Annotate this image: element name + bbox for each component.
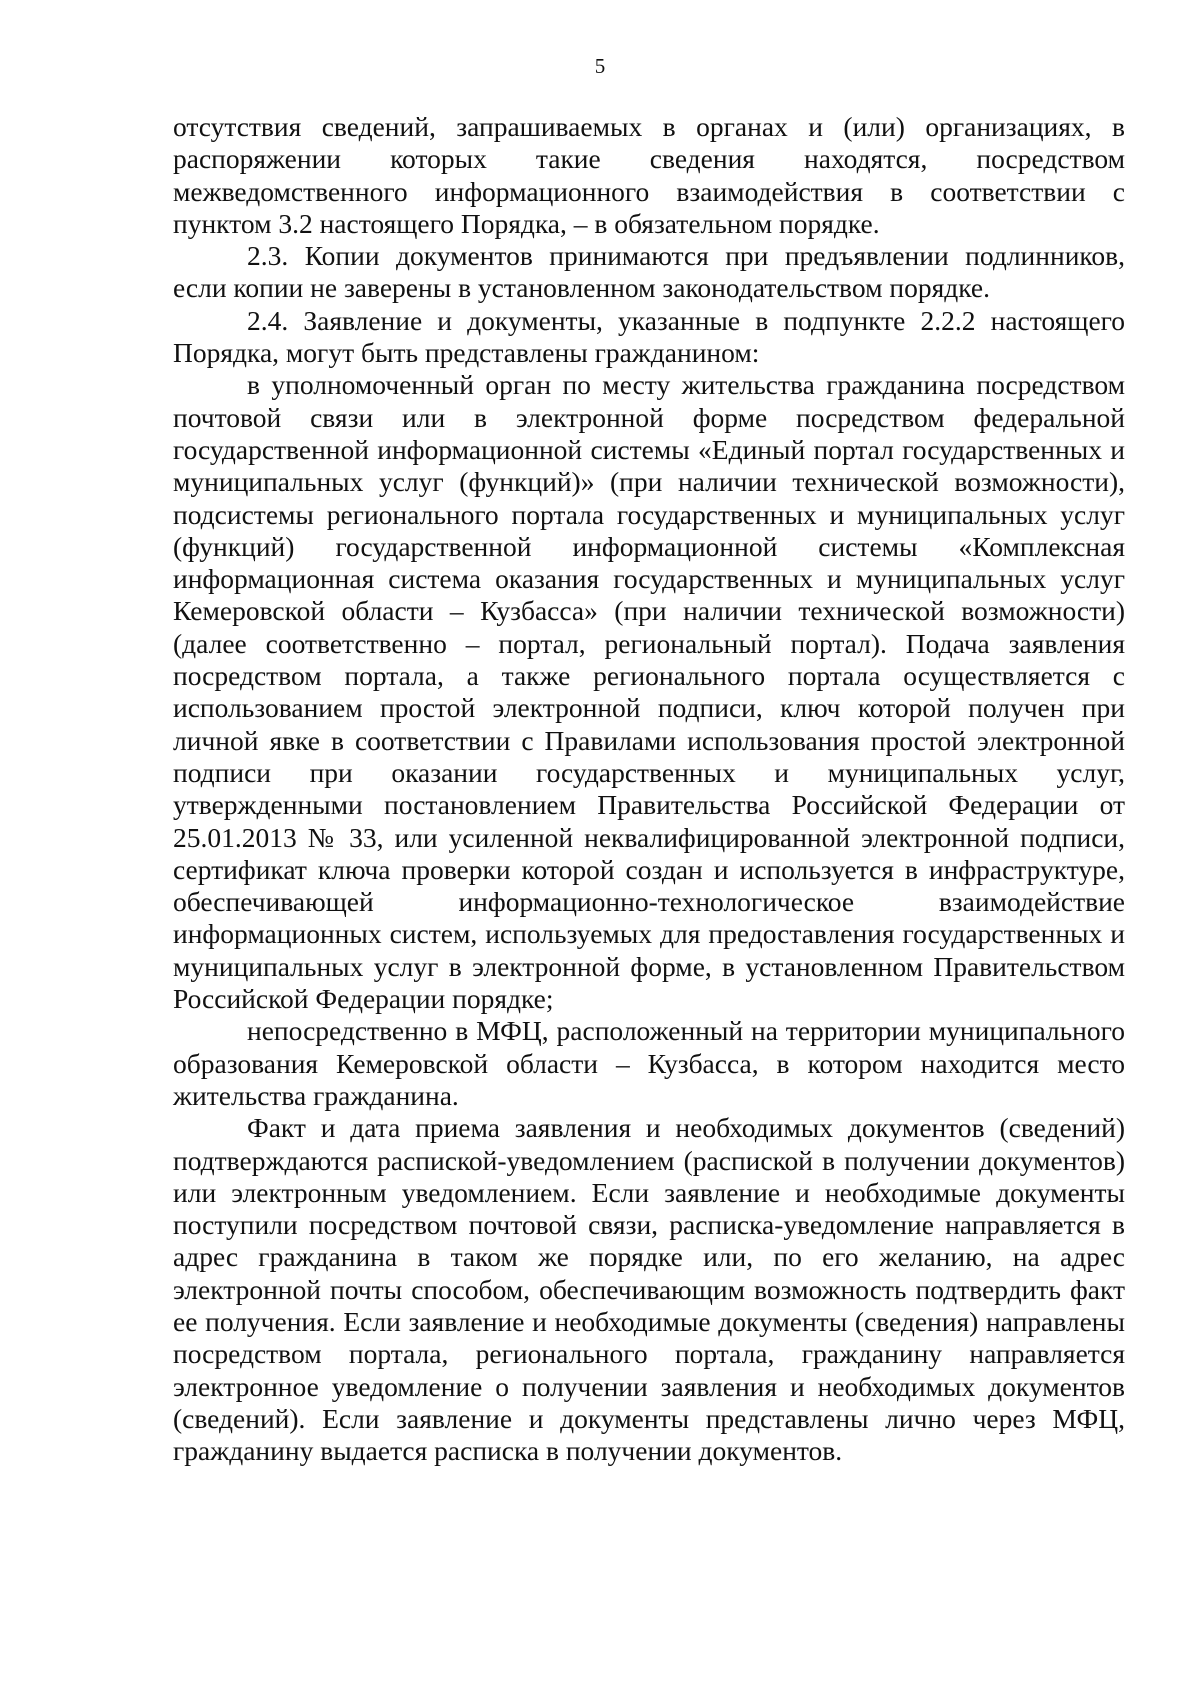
paragraph-continuation: отсутствия сведений, запрашиваемых в органах и (или) организациях, в распоряжении которых такие сведения находятся, посредством межведомственного информационного взаимодействия в соответствии с пунктом 3.2 настоящего Порядка, – в обязательном порядке. <box>173 111 1125 239</box>
paragraph-authorized-body: в уполномоченный орган по месту жительства гражданина посредством почтовой связи или в электронной форме посредством федеральной государственной информационной системы «Единый портал государственных и муниципальных услуг (функций)» (при наличии технической возможности), подсистемы регионального портала государственных и муниципальных услуг (функций) государственной информационной системы «Комплексная информационная система оказания государственных и муниципальных услуг Кемеровской области – Кузбасса» (при наличии технической возможности) (далее соответственно – портал, региональный портал). Подача заявления посредством портала, а также регионального портала осуществляется с использованием простой электронной подписи, ключ которой получен при личной явке в соответствии с Правилами использования простой электронной подписи при оказании государственных и муниципальных услуг, утвержденными постановлением Правительства Российской Федерации от 25.01.2013 № 33, или усиленной неквалифицированной электронной подписи, сертификат ключа проверки которой создан и используется в инфраструктуре, обеспечивающей информационно-технологическое взаимодействие информационных систем, используемых для предоставления государственных и муниципальных услуг в электронной форме, в установленном Правительством Российской Федерации порядке; <box>173 369 1125 1015</box>
document-body <box>173 111 1125 1467</box>
paragraph-mfc: непосредственно в МФЦ, расположенный на территории муниципального образования Кемеровской области – Кузбасса, в котором находится место жительства гражданина. <box>173 1015 1125 1111</box>
paragraph-receipt: Факт и дата приема заявления и необходимых документов (сведений) подтверждаются распиской-уведомлением (распиской в получении документов) или электронным уведомлением. Если заявление и необходимые документы поступили посредством почтовой связи, расписка-уведомление направляется в адрес гражданина в таком же порядке или, по его желанию, на адрес электронной почты способом, обеспечивающим возможность подтвердить факт ее получения. Если заявление и необходимые документы (сведения) направлены посредством портала, регионального портала, гражданину направляется электронное уведомление о получении заявления и необходимых документов (сведений). Если заявление и документы представлены лично через МФЦ, гражданину выдается расписка в получении документов. <box>173 1112 1125 1467</box>
page-number: 5 <box>594 54 606 78</box>
paragraph-2-3: 2.3. Копии документов принимаются при предъявлении подлинников, если копии не заверены в установленном законодательством порядке. <box>173 240 1125 304</box>
paragraph-2-4: 2.4. Заявление и документы, указанные в подпункте 2.2.2 настоящего Порядка, могут быть представлены гражданином: <box>173 304 1125 369</box>
